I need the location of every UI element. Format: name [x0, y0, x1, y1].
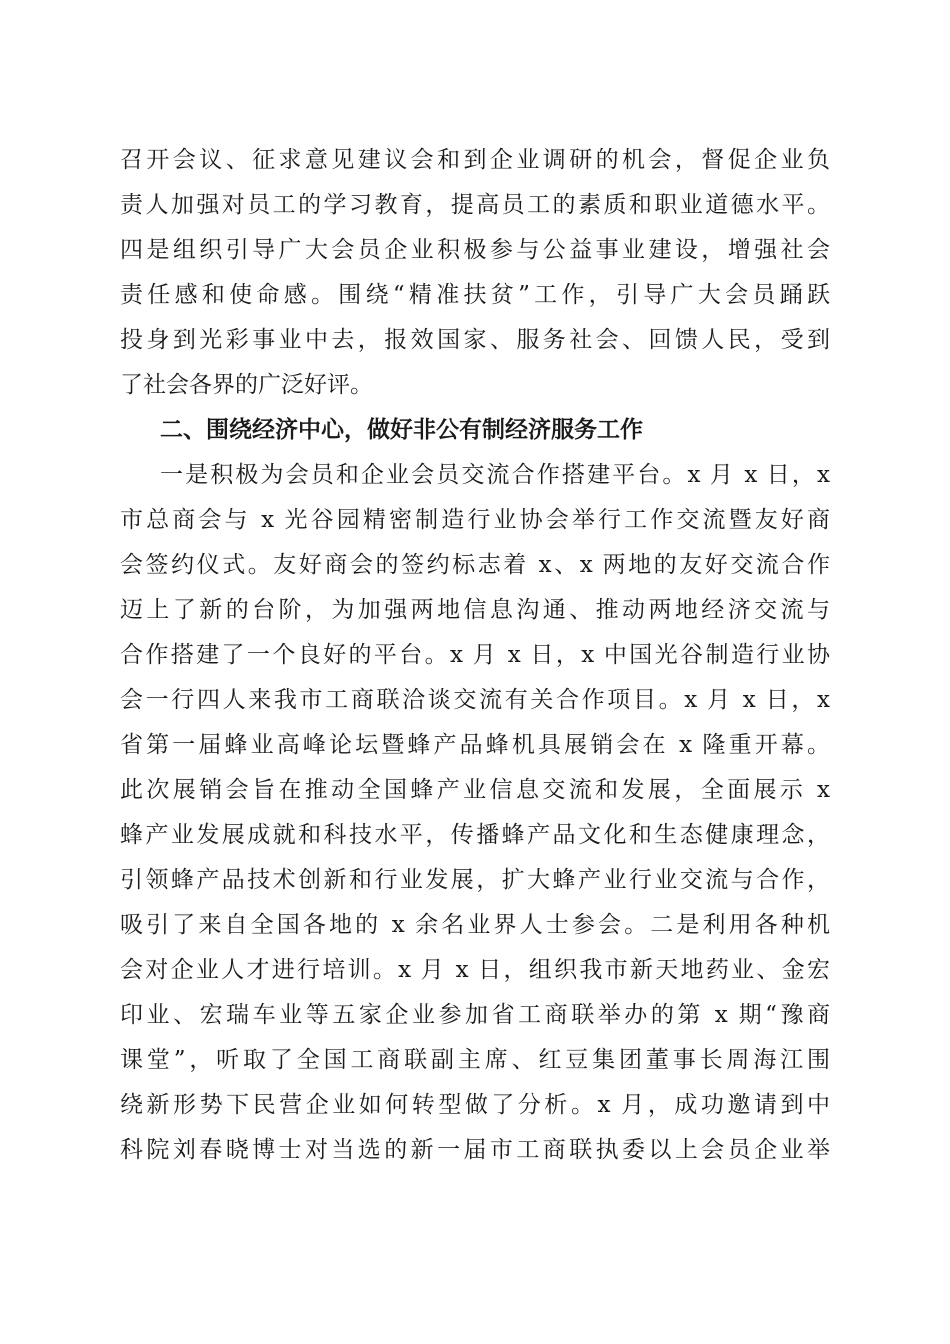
paragraph-line: 市总商会与 x 光谷园精密制造行业协会举行工作交流暨友好商: [120, 507, 830, 533]
paragraph-line: 责任感和使命感。围绕“精准扶贫”工作，引导广大会员踊跃: [120, 282, 830, 308]
paragraph-line: 召开会议、征求意见建议会和到企业调研的机会，督促企业负: [120, 147, 830, 173]
paragraph-line: 一是积极为会员和企业会员交流合作搭建平台。x 月 x 日，x: [160, 462, 830, 488]
paragraph-line: 会对企业人才进行培训。x 月 x 日，组织我市新天地药业、金宏: [120, 957, 830, 983]
paragraph-line: 此次展销会旨在推动全国蜂产业信息交流和发展，全面展示 x: [120, 777, 830, 803]
paragraph-line: 会一行四人来我市工商联洽谈交流有关合作项目。x 月 x 日，x: [120, 687, 830, 713]
paragraph-line: 投身到光彩事业中去，报效国家、服务社会、回馈人民，受到: [120, 327, 830, 353]
paragraph-line: 吸引了来自全国各地的 x 余名业界人士参会。二是利用各种机: [120, 912, 830, 938]
paragraph-line: 蜂产业发展成就和科技水平，传播蜂产品文化和生态健康理念，: [120, 822, 830, 848]
paragraph-line: 科院刘春晓博士对当选的新一届市工商联执委以上会员企业举: [120, 1137, 830, 1163]
paragraph-line: 四是组织引导广大会员企业积极参与公益事业建设，增强社会: [120, 237, 830, 263]
paragraph-line: 省第一届蜂业高峰论坛暨蜂产品蜂机具展销会在 x 隆重开幕。: [120, 732, 830, 758]
section-heading: 二、围绕经济中心，做好非公有制经济服务工作: [160, 417, 643, 443]
paragraph-line: 了社会各界的广泛好评。: [120, 372, 373, 398]
paragraph-line: 责人加强对员工的学习教育，提高员工的素质和职业道德水平。: [120, 192, 830, 218]
paragraph-line: 合作搭建了一个良好的平台。x 月 x 日，x 中国光谷制造行业协: [120, 642, 830, 668]
paragraph-line: 会签约仪式。友好商会的签约标志着 x、x 两地的友好交流合作: [120, 552, 830, 578]
paragraph-line: 迈上了新的台阶，为加强两地信息沟通、推动两地经济交流与: [120, 597, 830, 623]
paragraph-line: 课堂”，听取了全国工商联副主席、红豆集团董事长周海江围: [120, 1047, 830, 1073]
paragraph-line: 印业、宏瑞车业等五家企业参加省工商联举办的第 x 期“豫商: [120, 1002, 830, 1028]
paragraph-line: 引领蜂产品技术创新和行业发展，扩大蜂产业行业交流与合作，: [120, 867, 830, 893]
paragraph-line: 绕新形势下民营企业如何转型做了分析。x 月，成功邀请到中: [120, 1092, 830, 1118]
